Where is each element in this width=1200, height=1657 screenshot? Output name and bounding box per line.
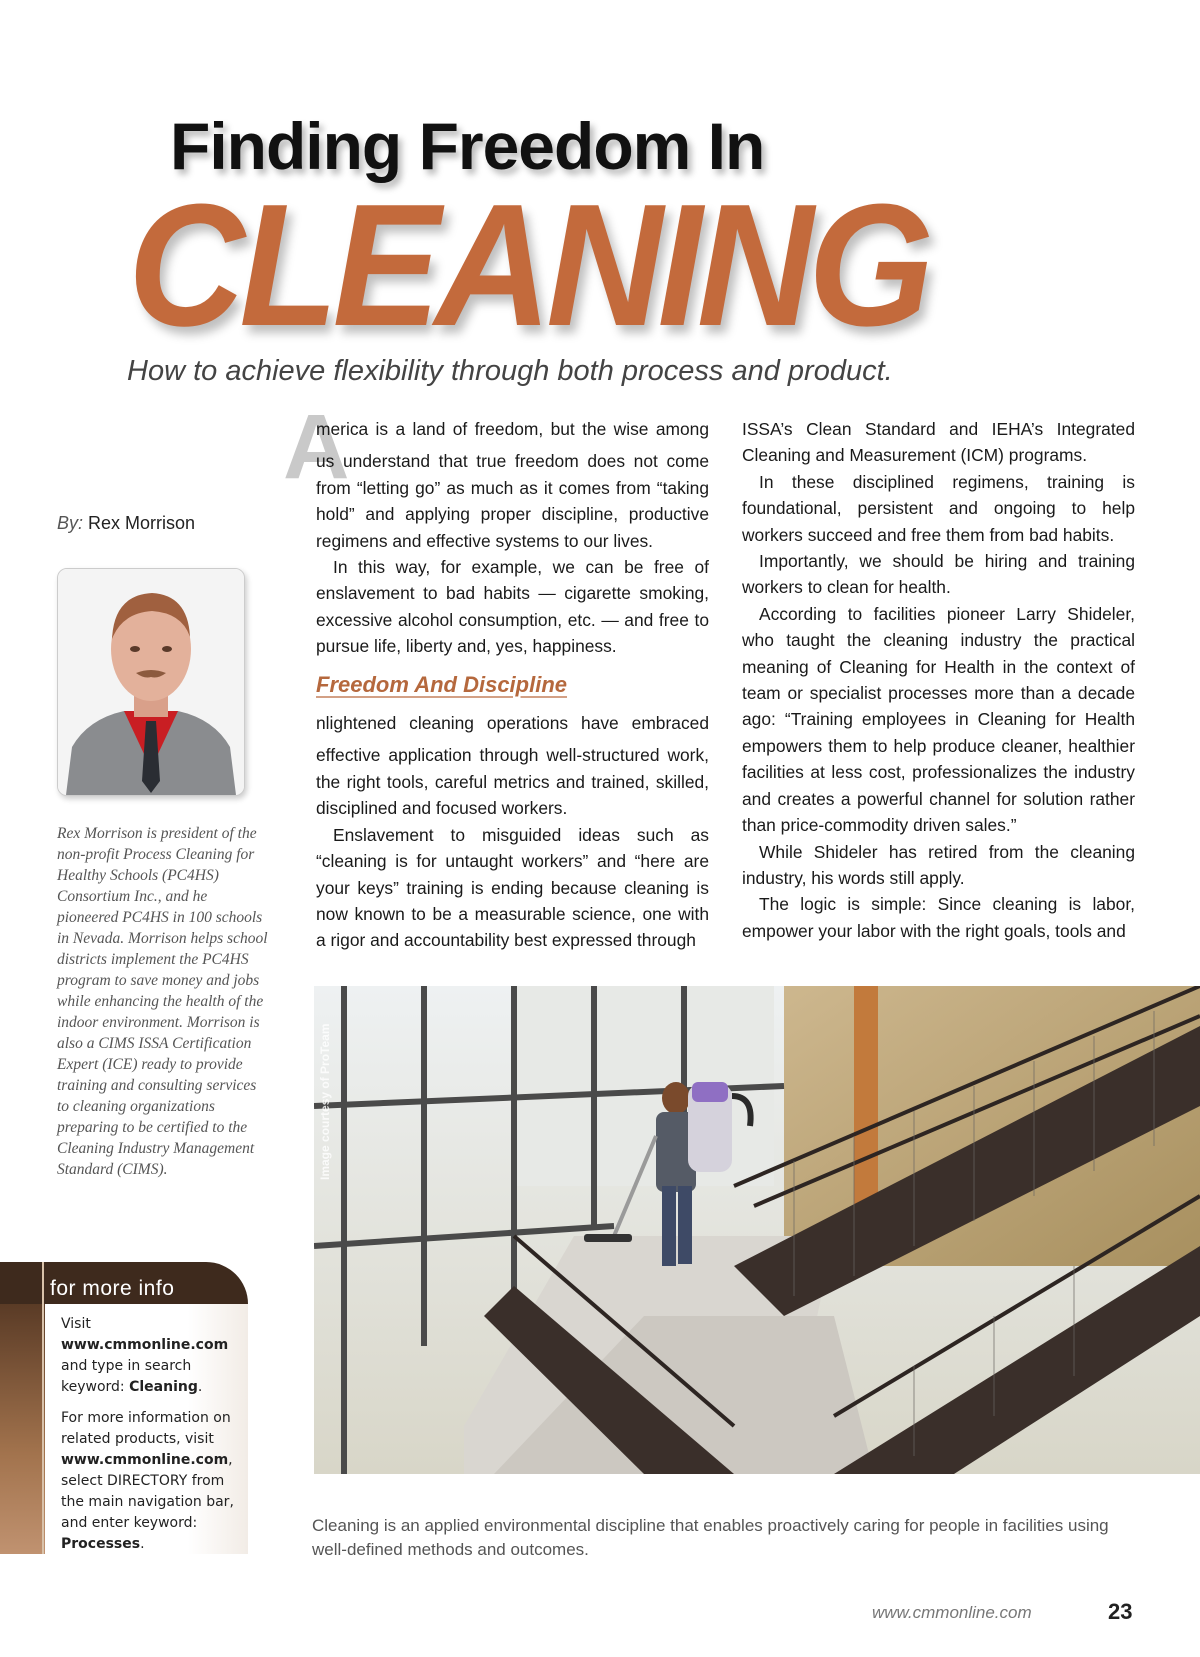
paragraph: Importantly, we should be hiring and training workers to clean for health. <box>742 551 1135 598</box>
author-bio: Rex Morrison is president of the non-profit Process Cleaning for Healthy Schools (PC4HS) Consortium Inc., and he pioneered PC4HS in 100 schools in Nevada. Morrison helps school districts implement the PC4HS program to save money and jobs while enhancing the health of the indoor environment. Morrison is also a CIMS ISSA Certification Expert (ICE) ready to provide training and consulting services to cleaning organizations preparing to be certified to the Cleaning Industry Management Standard (CIMS). <box>57 825 268 1178</box>
paragraph: In these disciplined regimens, training is foundational, persistent and ongoing to help workers succeed and free them from bad habits. <box>742 471 1135 545</box>
info-link[interactable]: www.cmmonline.com <box>61 1337 229 1353</box>
photo-caption: Cleaning is an applied environmental discipline that enables proactively caring for people in facilities using well-defined methods and outcomes. <box>312 1516 1109 1559</box>
info-box-stripe <box>0 1304 45 1554</box>
article-column-1 <box>316 416 709 954</box>
stairwell-cleaning-image <box>314 986 1200 1474</box>
info-text: . <box>197 1379 203 1395</box>
paragraph: Enslavement to misguided ideas such as “cleaning is for untaught workers” and “here are your keys” training is ending because cleaning is now known to be a measurable science, one with a rigor and accountability best expressed through <box>316 824 709 951</box>
paragraph: ISSA’s Clean Standard and IEHA’s Integrated Cleaning and Measurement (ICM) programs. <box>742 419 1135 466</box>
title-line-2: CLEANING <box>128 167 929 362</box>
info-text: . <box>140 1536 145 1552</box>
info-link[interactable]: www.cmmonline.com <box>61 1452 229 1468</box>
footer-url: www.cmmonline.com <box>872 1603 1032 1622</box>
paragraph: In this way, for example, we can be free of enslavement to bad habits — cigarette smoking, excessive alcohol consumption, etc. — and free to pursue life, liberty and, yes, happiness. <box>316 557 709 657</box>
info-text: , select DIRECTORY from the main navigation bar, and enter keyword: <box>61 1452 234 1531</box>
title-line-1: Finding Freedom In <box>170 109 765 183</box>
drop-cap: A <box>283 396 350 498</box>
subtitle: How to achieve flexibility through both process and product. <box>127 355 893 387</box>
paragraph: According to facilities pioneer Larry Shideler, who taught the cleaning industry the practical meaning of Cleaning for Health in the context of team or specialist processes more than a decade ago: “Training employees in Cleaning for Health empowers them to help produce cleaner, healthier facilities at less cost, professionalizes the industry and creates a powerful channel for solution rather than price-commodity driven sales.” <box>742 603 1135 836</box>
page-number: 23 <box>1108 1599 1133 1624</box>
article-column-2 <box>742 416 1135 944</box>
byline-author: Rex Morrison <box>88 513 196 533</box>
author-photo <box>57 568 245 796</box>
info-box-text <box>61 1314 246 1565</box>
info-keyword: Cleaning <box>129 1379 198 1395</box>
info-text: Visit <box>61 1316 91 1332</box>
paragraph: Enlightened cleaning operations have embraced effective application through well-structured work, the right tools, careful metrics and trained, skilled, disciplined and focused workers. <box>316 713 709 819</box>
feature-photo <box>314 986 1200 1474</box>
info-text: and type in search keyword: <box>61 1358 192 1395</box>
byline <box>57 513 195 534</box>
info-box-title: for more info <box>50 1277 175 1300</box>
photo-credit: Image courtesy of ProTeam <box>318 1023 332 1180</box>
paragraph: While Shideler has retired from the cleaning industry, his words still apply. <box>742 841 1135 888</box>
byline-label: By: <box>57 513 84 533</box>
paragraph: America is a land of freedom, but the wise among us understand that true freedom does not come from “letting go” as much as it comes from “taking hold” and applying proper discipline, productive regimens and effective systems to our lives. <box>316 419 709 551</box>
paragraph: The logic is simple: Since cleaning is labor, empower your labor with the right goals, tools and <box>742 894 1135 941</box>
info-text: For more information on related products, visit <box>61 1410 231 1447</box>
info-keyword: Processes <box>61 1536 141 1552</box>
author-portrait-image <box>58 569 244 795</box>
section-heading: Freedom And Discipline <box>316 671 568 697</box>
info-box-divider <box>42 1262 44 1554</box>
